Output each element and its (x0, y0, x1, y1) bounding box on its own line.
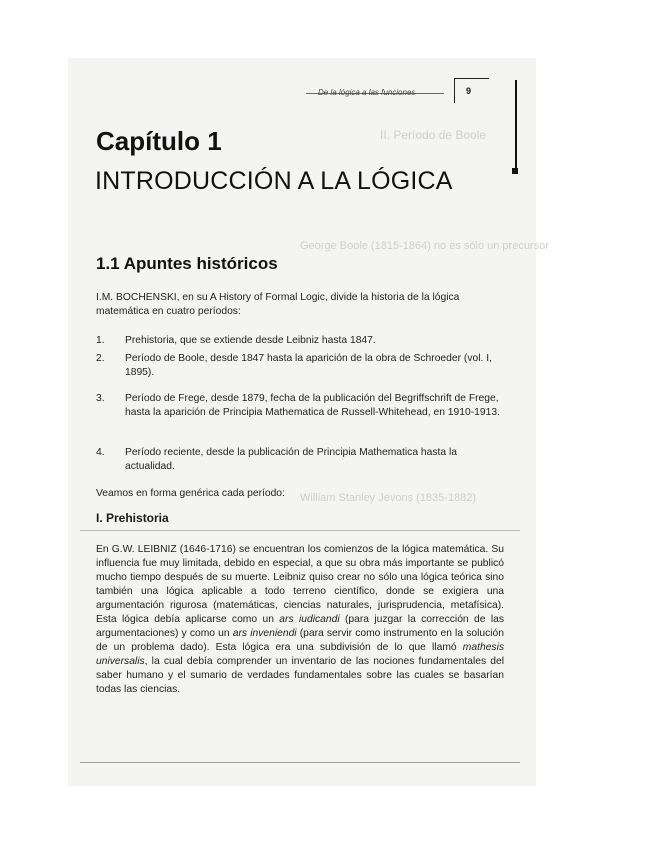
list-number: 1. (96, 335, 105, 346)
list-number: 4. (96, 447, 105, 458)
chapter-title: INTRODUCCIÓN A LA LÓGICA (95, 167, 453, 195)
list-item: Prehistoria, que se extiende desde Leibniz hasta 1847. (125, 335, 376, 346)
list-item: Período de Boole, desde 1847 hasta la aparición de la obra de Schroeder (vol. I, 1895). (125, 353, 492, 378)
chapter-label: Capítulo 1 (96, 126, 222, 156)
margin-marker (512, 168, 518, 174)
list-item: Período de Frege, desde 1879, fecha de la publicación del Begriffschrift de Frege, hasta la aparición de Principia Mathematica de Russell-Whitehead, en 1910-1913. (125, 393, 500, 418)
body-text: (para servir como instrumento en la solución de un problema dado). Esta lógica era una subdivisión de lo que llamó (96, 628, 504, 653)
list-number: 3. (96, 393, 105, 404)
body-text: (para juzgar la corrección de las argumentaciones) y como un (96, 614, 504, 639)
margin-rule (515, 80, 517, 172)
subsection-title: I. Prehistoria (96, 511, 169, 525)
page-number: 9 (466, 86, 472, 96)
bottom-rule (80, 762, 520, 763)
bleed-through-line: William Stanley Jevons (1835-1882) (300, 492, 477, 504)
body-paragraph (96, 543, 504, 697)
latin-term: ars inveniendi (232, 628, 297, 639)
running-title: De la lógica a las funciones (318, 88, 416, 97)
body-text: , la cual debía comprender un inventario de las nociones fundamentales del saber humano y el sumario de verdades fundamentales sobre las cuales se basarían todas las ciencias. (96, 656, 504, 695)
intro-paragraph: I.M. BOCHENSKI, en su A History of Formal Logic, divide la historia de la lógica matemática en cuatro períodos: (96, 292, 460, 317)
body-text: En G.W. LEIBNIZ (1646-1716) se encuentran los comienzos de la lógica matemática. Su influencia fue muy limitada, debido en especial, a que su obra más importante se publicó mucho tiempo después de su muerte. Leibniz quiso crear no sólo una lógica teórica sino también una lógica aplicable a todo terreno científico, donde se exigiera una argumentación rigurosa (matemáticas, ciencias naturales, jurisprudencia, metafísica). Esta lógica debía aplicarse como un (96, 544, 504, 625)
list-number: 2. (96, 353, 105, 364)
section-title: 1.1 Apuntes históricos (96, 254, 278, 273)
latin-term: mathesis universalis (96, 642, 504, 667)
list-item: Período reciente, desde la publicación de Principia Mathematica hasta la actualidad. (125, 447, 457, 472)
bleed-through-line: George Boole (1815-1864) no es sólo un precursor (300, 240, 549, 252)
latin-term: ars iudicandi (279, 614, 340, 625)
subsection-rule (80, 530, 520, 531)
bleed-through-heading: II. Período de Boole (380, 128, 487, 142)
page-number-frame (454, 78, 489, 103)
transition-text: Veamos en forma genérica cada período: (96, 488, 285, 499)
